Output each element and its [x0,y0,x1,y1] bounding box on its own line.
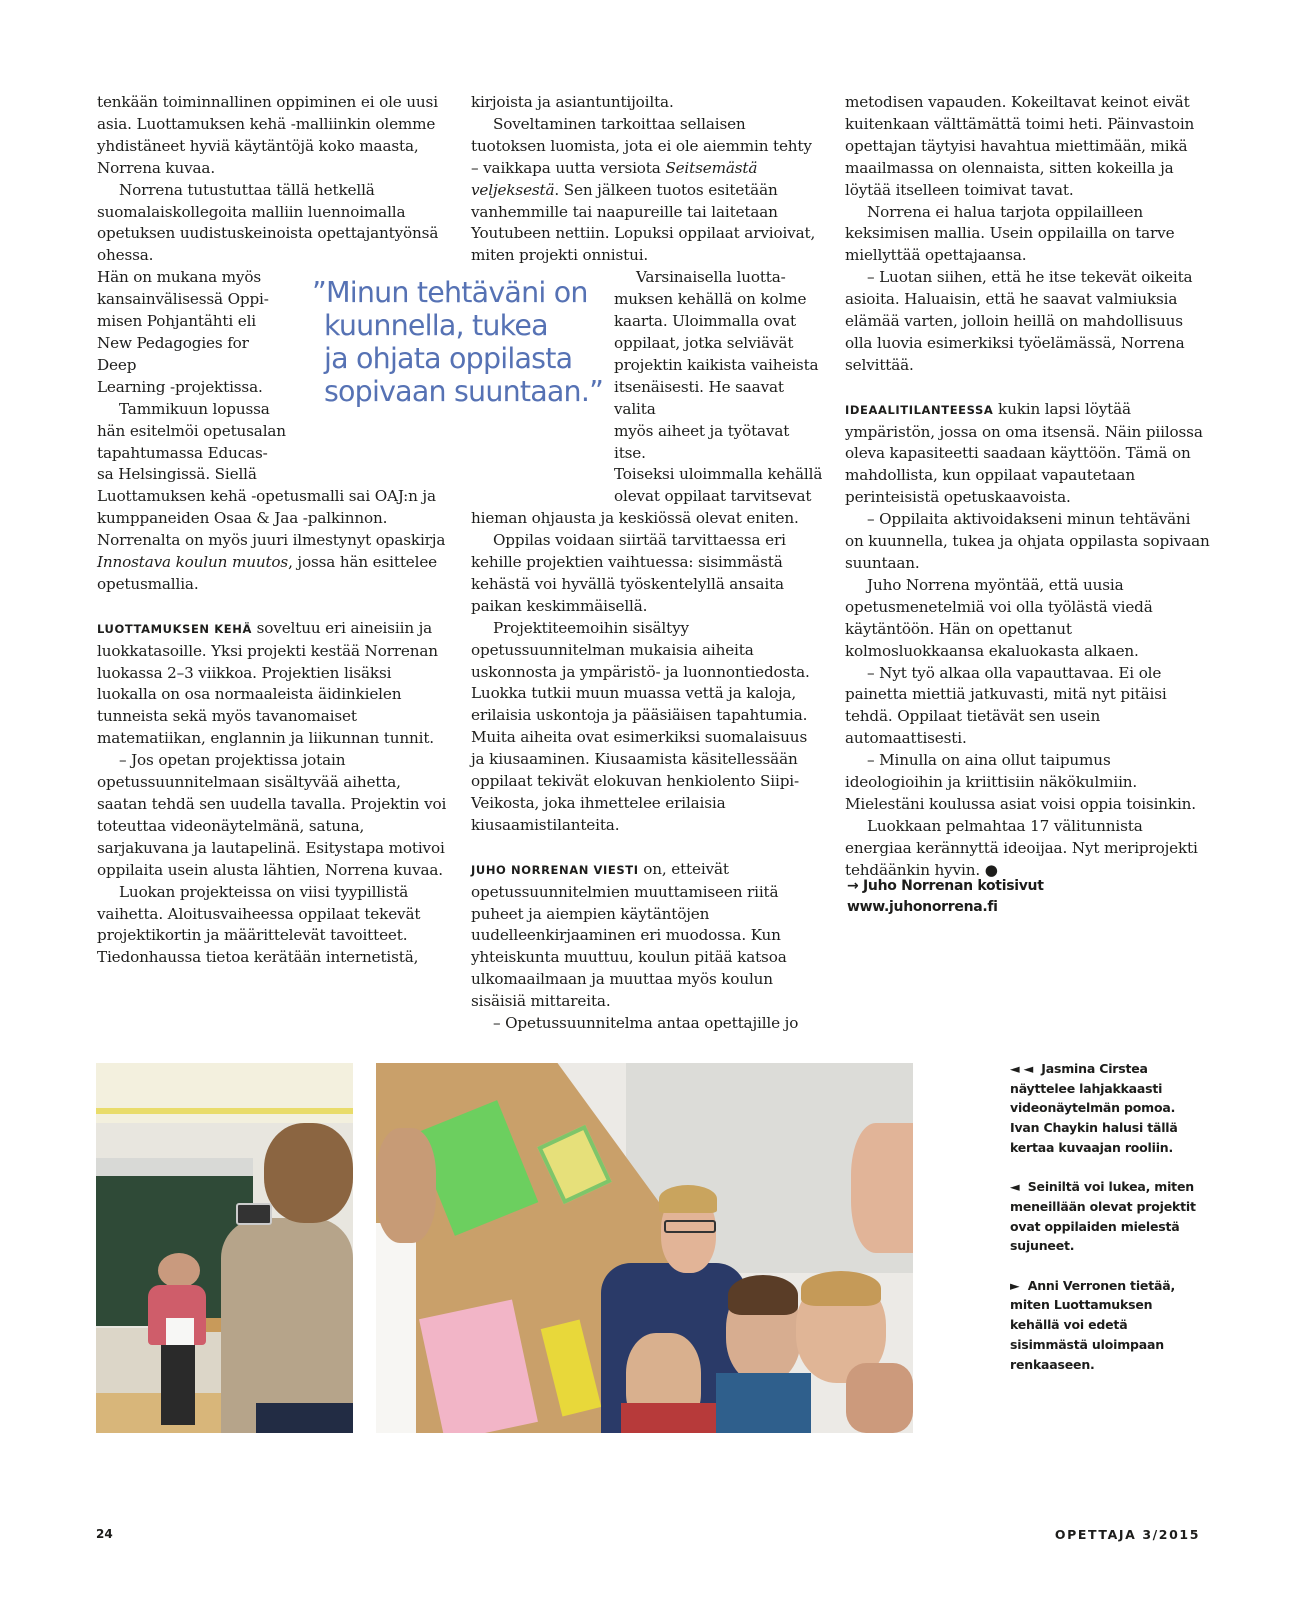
homepage-url[interactable]: www.juhonorrena.fi [847,899,998,915]
pull-quote-line: ”Minun tehtäväni on [312,276,588,309]
arrow-left-icon: ◄ [1010,1179,1020,1195]
text-line: oppilaat, jotka selviävät [614,333,794,352]
paragraph: Projektiteemoihin sisältyy opetussuunnitelman mukaisia aiheita uskonnosta ja ympäristö- ja luonnontiedosta. Luokka tutkii muun muassa vettä ja kaloja, erilaisia uskontoja ja pääsiäisen tapahtumia. Muita aiheita ovat esimerkiksi suomalaisuus ja kiusaaminen. Kiusaamista käsitellessään oppilaat tekivät elokuvan henkiolento Siipi-Veikosta, joka ihmettelee erilaisia kiusaamistilanteita. [471,618,810,834]
book-title: Seitsemästä veljeksestä [471,158,758,199]
caption [1010,1059,1200,1158]
photo-glasses [664,1220,716,1233]
section-paragraph [97,618,449,750]
photo-pupil2-hair [728,1275,798,1315]
photo-trim [96,1108,353,1114]
paragraph: kirjoista ja asiantuntijoilta. [471,93,674,111]
page-number: 24 [96,1527,113,1541]
magazine-issue: OPETTAJA 3/2015 [1054,1527,1200,1542]
arrow-right-icon: → [847,878,859,894]
homepage-link[interactable] [847,876,1044,918]
text-line: kansainvälisessä Oppi- [97,290,269,309]
section-text: soveltuu eri aineisiin ja luokkatasoille. Yksi projekti kestää Norrenan luokassa 2–3 viikkoa. Projektien lisäksi luokalla on osa normaaleista äidinkielen tunneista sekä myös tavanomaiset matematiikan, englannin ja liikunnan tunnit. [97,618,438,748]
paragraph [97,486,449,596]
paragraph: tenkään toiminnallinen oppiminen ei ole uusi asia. Luottamuksen kehä -malliinkin olemme yhdistäneet hyviä käytäntöjä koko maasta, Norrena kuvaa. [97,93,438,177]
arrow-left-double-icon: ◄ ◄ [1010,1061,1033,1076]
pull-quote-line: sopivaan suuntaan.” [324,375,604,408]
text-line: hän esitelmöi opetusalan [97,421,286,440]
photo-paper [166,1318,194,1348]
paragraph: – Opetussuunnitelma antaa opettajille jo [493,1014,799,1033]
article-column-1 [97,92,449,969]
caption-text: Jasmina Cirstea näyttelee lahjakkaasti videonäytelmän pomoa. Ivan Chaykin halusi tällä kertaa kuvaajan rooliin. [1010,1061,1178,1155]
photo-hand [846,1363,913,1433]
text-line: olevat oppilaat tarvitsevat [614,487,812,506]
section-lead: LUOTTAMUKSEN KEHÄ [97,621,252,636]
photo-teacher-hair [659,1185,717,1213]
paragraph: hieman ohjausta ja keskiössä olevat eniten. [471,509,799,528]
paragraph: Oppilas voidaan siirtää tarvittaessa eri kehille projektien vaihtuessa: sisimmästä kehästä voi hyvällä työskentelyllä ansaita paikan keskimmäisellä. [471,531,786,615]
article-column-2 [471,92,823,1035]
text-line: New Pedagogies for Deep [97,333,249,374]
photo-pupil1-jacket [621,1403,716,1433]
photo-boy-pants [256,1403,353,1433]
caption [1010,1177,1200,1256]
caption [1010,1276,1200,1375]
text-line: misen Pohjantähti eli [97,312,257,331]
paragraph: Norrena ei halua tarjota oppilailleen keksimisen mallia. Usein oppilailla on tarve miellyttää opettajaansa. [845,202,1175,265]
text-line: muksen kehällä on kolme [614,290,807,309]
text-line: projektin kaikista vaiheista [614,355,819,374]
caption-text: Seiniltä voi lukea, miten meneillään olevat projektit ovat oppilaiden mielestä sujuneet. [1010,1179,1196,1254]
paragraph: Norrena tutustuttaa tällä hetkellä suomalaiskollegoita malliin luennoimalla opetuksen uudistuskeinoista opettajantyönsä ohessa. [97,180,439,265]
pull-quote-line: ja ohjata oppilasta [324,342,573,375]
wrapped-paragraph [614,267,823,508]
photo-pupil3-hair [801,1271,881,1306]
photo-classroom-filming [96,1063,353,1433]
text-line: itsenäisesti. He saavat valita [614,377,784,418]
text-line: Varsinaisella luotta- [636,268,786,287]
award-tail: , jossa hän esittelee opetusmallia. [97,553,438,593]
section-text: on, etteivät opetussuunnitelmien muuttamiseen riitä puheet ja aiempien käytäntöjen uudelleenkirjaaminen eri muodossa. Kun yhteiskunta muuttuu, koulun pitää katsoa ulkomaailmaan ja muuttaa myös koulun sisäisiä mittareita. [471,859,787,1011]
photo-wall-posters [96,1063,353,1123]
photo-board-frame [96,1158,253,1176]
photo-pupil2-hoodie [716,1373,811,1433]
text-line: Hän on mukana myös [97,268,261,287]
paragraph-text: . Sen jälkeen tuotos esitetään vanhemmille tai naapureille tai laitetaan Youtubeen nettiin. Lopuksi oppilaat arvioivat, miten projekti onnistui. [471,180,816,265]
photo-girl-legs [161,1345,195,1425]
photo-girl-head [158,1253,200,1288]
section-paragraph [845,399,1211,510]
text-line: myös aiheet ja työtavat itse. [614,421,790,462]
book-title: Innostava koulun muutos [97,553,289,572]
paragraph: Juho Norrena myöntää, että uusia opetusmenetelmiä voi olla työlästä viedä käytäntöön. Hän on opettanut kolmosluokkaansa ekaluokasta alkaen. [845,575,1153,660]
paragraph: – Luotan siihen, että he itse tekevät oikeita asioita. Haluaisin, että he saavat valmiuksia elämää varten, jolloin heillä on mahdollisuus olla luovia esimerkiksi työelämässä, Norrena selvittää. [845,268,1193,374]
photo-boy-head [264,1123,353,1223]
section-text: kukin lapsi löytää ympäristön, jossa on oma itsensä. Näin piilossa oleva kapasiteetti saadaan käyttöön. Tämä on mahdollista, kun oppilaat vapautetaan perinteisistä opetuskaavoista. [845,399,1203,507]
photo-pupil4-face [851,1123,913,1253]
paragraph: Luokan projekteissa on viisi tyypillistä vaihetta. Aloitusvaiheessa oppilaat tekevät projektikortin ja määrittelevät tavoitteet. Tiedonhaussa tietoa kerätään internetistä, [97,882,421,967]
paragraph: – Minulla on aina ollut taipumus ideologioihin ja kriittisiin näkökulmiin. Mielestäni koulussa asiat voisi oppia toisinkin. [845,751,1196,813]
section-lead: IDEAALITILANTEESSA [845,402,994,417]
pull-quote-line: kuunnella, tukea [324,309,548,342]
article-column-3 [845,92,1211,882]
paragraph: metodisen vapauden. Kokeiltavat keinot eivät kuitenkaan välttämättä toimi heti. Päinvastoin opettajan täytyisi havahtua miettimään, mikä maailmassa on olennaista, sitten kokeilla ja löytää itselleen toimivat tavat. [845,93,1195,199]
award-text: Luottamuksen kehä -opetusmalli sai OAJ:n ja kumppaneiden Osaa & Jaa -palkinnon. Norrenalta on myös juuri ilmestynyt opaskirja [97,487,446,550]
photo-boy-back [221,1218,353,1433]
wrapped-paragraph [97,267,287,486]
paragraph: – Jos opetan projektissa jotain opetussuunnitelmaan sisältyvää aihetta, saatan tehdä sen uudella tavalla. Projektin voi toteuttaa videonäytelmänä, satuna, sarjakuvana ja lautapelinä. Esitystapa motivoi oppilaita usein alusta lähtien, Norrena kuvaa. [97,751,447,879]
photo-captions [1010,1059,1200,1394]
photo-boy-left-shirt [376,1223,416,1433]
text-line: Toiseksi uloimmalla kehällä [614,465,823,484]
section-lead: JUHO NORRENAN VIESTI [471,862,639,877]
text-line: kaarta. Uloimmalla ovat [614,312,796,331]
link-label: Juho Norrenan kotisivut [863,878,1044,894]
section-paragraph [471,859,823,1013]
text-line: sa Helsingissä. Siellä [97,465,257,484]
paragraph: – Oppilaita aktivoidakseni minun tehtäväni on kuunnella, tukea ja ohjata oppilasta sopivaan suuntaan. [845,510,1210,573]
paragraph-text: Luokkaan pelmahtaa 17 välitunnista energiaa kerännyttä ideoijaa. Nyt meriprojekti tehdäänkin hyvin. [845,816,1198,879]
paragraph [471,114,823,267]
end-mark-icon: ● [984,860,998,879]
homepage-link-label[interactable] [847,876,1044,897]
caption-text: Anni Verronen tietää, miten Luottamuksen kehällä voi edetä sisimmästä uloimpaan renkaaseen. [1010,1277,1175,1372]
text-line: Tammikuun lopussa [119,399,270,418]
text-line: tapahtumassa Educas- [97,443,268,462]
paragraph [845,816,1211,882]
text-line: Learning -projektissa. [97,377,263,396]
photo-boy-left-head [376,1128,436,1243]
photo-corkboard-projects [376,1063,913,1433]
paragraph: – Nyt työ alkaa olla vapauttavaa. Ei ole painetta miettiä jatkuvasti, mitä nyt pitäisi tehdä. Oppilaat tietävät sen usein automaattisesti. [845,663,1167,748]
arrow-right-icon: ► [1010,1277,1020,1293]
photo-camera [236,1203,272,1225]
paragraph-text: Soveltaminen tarkoittaa sellaisen tuotoksen luomista, jota ei ole aiemmin tehty – vaikkapa uutta versiota [471,114,812,177]
